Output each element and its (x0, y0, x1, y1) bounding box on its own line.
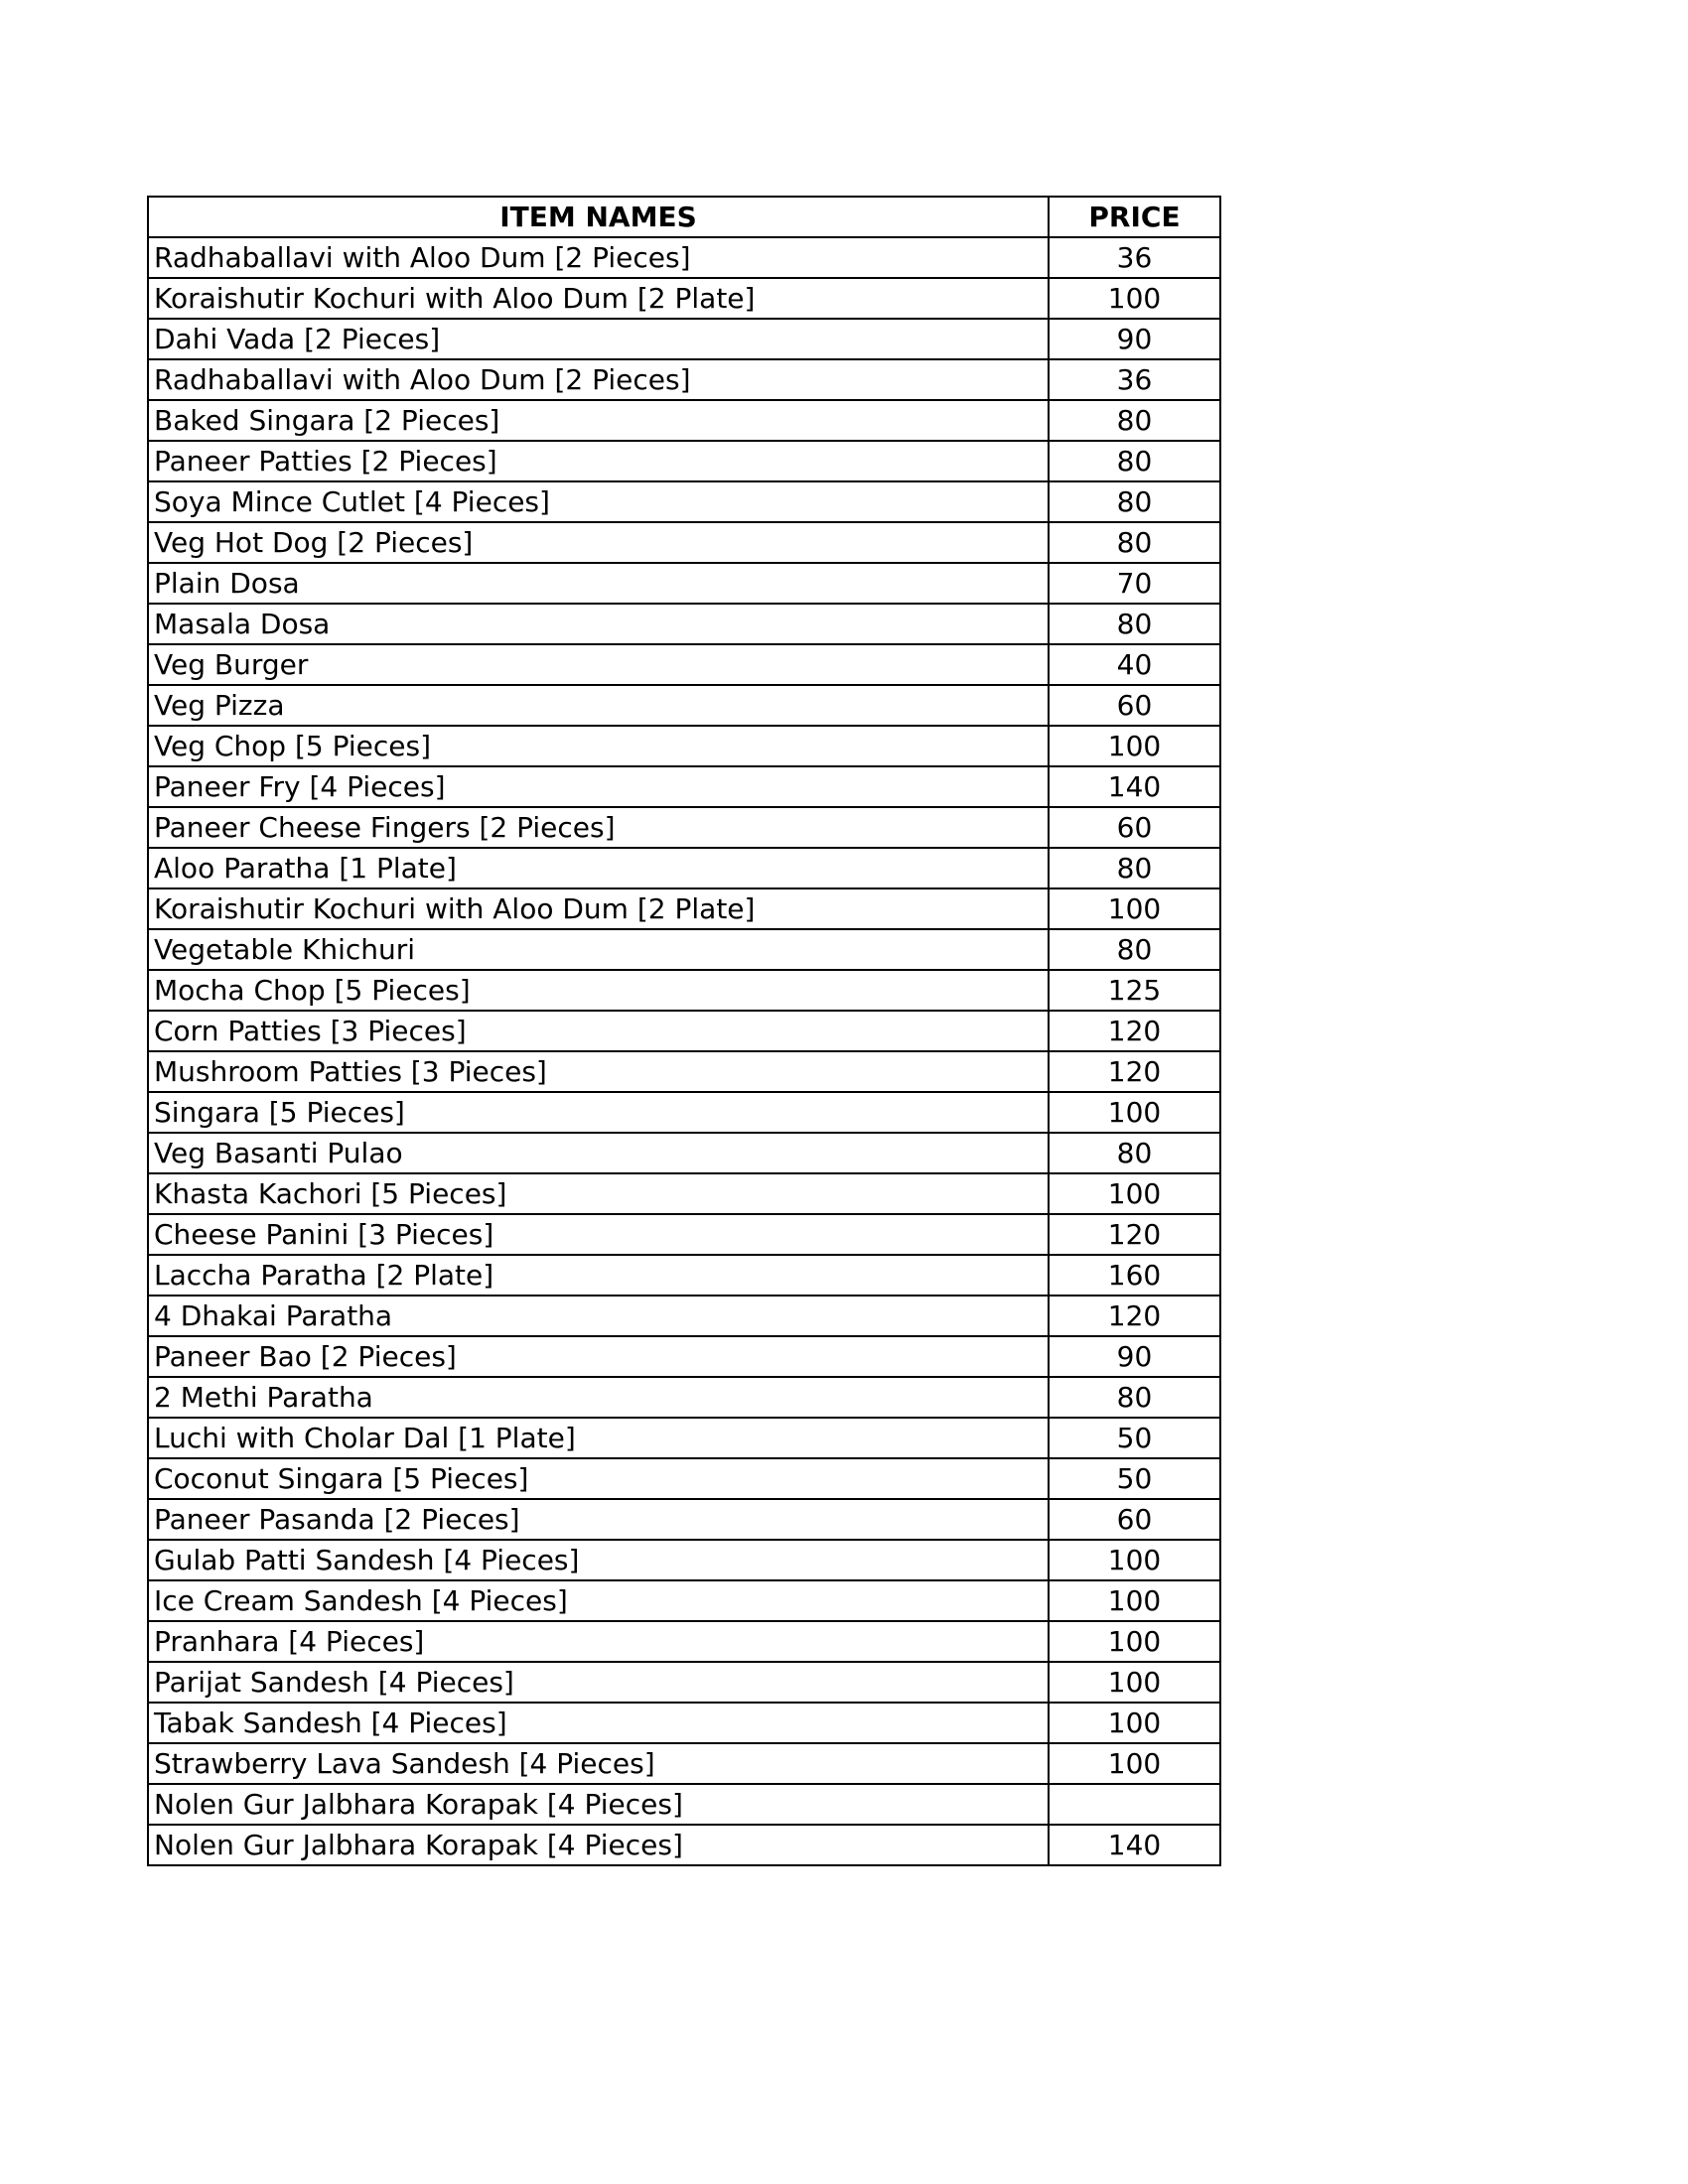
item-name-cell: Mushroom Patties [3 Pieces] (148, 1051, 1049, 1092)
item-name-cell: Soya Mince Cutlet [4 Pieces] (148, 481, 1049, 522)
item-name-cell: Veg Hot Dog [2 Pieces] (148, 522, 1049, 563)
price-cell: 80 (1049, 604, 1220, 644)
table-row (148, 563, 1220, 604)
table-row (148, 400, 1220, 441)
table-row (148, 1336, 1220, 1377)
table-row (148, 1255, 1220, 1296)
menu-table-body (148, 237, 1220, 1865)
item-name-cell: Paneer Patties [2 Pieces] (148, 441, 1049, 481)
price-cell (1049, 1784, 1220, 1825)
price-cell: 100 (1049, 1540, 1220, 1580)
item-name-cell: Veg Burger (148, 644, 1049, 685)
price-cell: 100 (1049, 1173, 1220, 1214)
table-row (148, 441, 1220, 481)
item-name-cell: Paneer Cheese Fingers [2 Pieces] (148, 807, 1049, 848)
table-row (148, 1173, 1220, 1214)
price-cell: 100 (1049, 278, 1220, 319)
table-row (148, 1296, 1220, 1336)
table-row (148, 237, 1220, 278)
table-row (148, 1703, 1220, 1743)
item-name-cell: Ice Cream Sandesh [4 Pieces] (148, 1580, 1049, 1621)
item-name-cell: Paneer Pasanda [2 Pieces] (148, 1499, 1049, 1540)
price-cell: 100 (1049, 1703, 1220, 1743)
table-row (148, 481, 1220, 522)
item-name-cell: Aloo Paratha [1 Plate] (148, 848, 1049, 888)
table-row (148, 1621, 1220, 1662)
table-row (148, 1011, 1220, 1051)
item-name-cell: Baked Singara [2 Pieces] (148, 400, 1049, 441)
price-cell: 90 (1049, 1336, 1220, 1377)
table-row (148, 766, 1220, 807)
table-row (148, 1418, 1220, 1458)
price-cell: 90 (1049, 319, 1220, 359)
price-cell: 60 (1049, 685, 1220, 726)
table-row (148, 1092, 1220, 1133)
table-row (148, 1133, 1220, 1173)
item-name-cell: Corn Patties [3 Pieces] (148, 1011, 1049, 1051)
price-cell: 80 (1049, 1133, 1220, 1173)
item-name-cell: Cheese Panini [3 Pieces] (148, 1214, 1049, 1255)
item-name-cell: Veg Basanti Pulao (148, 1133, 1049, 1173)
table-row (148, 522, 1220, 563)
table-row (148, 888, 1220, 929)
price-cell: 100 (1049, 1743, 1220, 1784)
table-row (148, 1051, 1220, 1092)
item-name-cell: Singara [5 Pieces] (148, 1092, 1049, 1133)
item-name-cell: Coconut Singara [5 Pieces] (148, 1458, 1049, 1499)
item-name-cell: Gulab Patti Sandesh [4 Pieces] (148, 1540, 1049, 1580)
price-cell: 100 (1049, 1580, 1220, 1621)
price-cell: 120 (1049, 1051, 1220, 1092)
table-row (148, 1540, 1220, 1580)
table-row (148, 1458, 1220, 1499)
menu-price-table (147, 196, 1221, 1866)
item-name-cell: Pranhara [4 Pieces] (148, 1621, 1049, 1662)
table-row (148, 1784, 1220, 1825)
item-name-cell: Nolen Gur Jalbhara Korapak [4 Pieces] (148, 1825, 1049, 1865)
price-cell: 60 (1049, 807, 1220, 848)
item-name-cell: Parijat Sandesh [4 Pieces] (148, 1662, 1049, 1703)
price-cell: 100 (1049, 726, 1220, 766)
price-cell: 80 (1049, 441, 1220, 481)
price-cell: 40 (1049, 644, 1220, 685)
item-name-cell: 2 Methi Paratha (148, 1377, 1049, 1418)
price-cell: 100 (1049, 1621, 1220, 1662)
item-name-cell: Dahi Vada [2 Pieces] (148, 319, 1049, 359)
item-name-cell: Laccha Paratha [2 Plate] (148, 1255, 1049, 1296)
table-row (148, 604, 1220, 644)
header-row (148, 197, 1220, 237)
price-cell: 140 (1049, 1825, 1220, 1865)
table-row (148, 807, 1220, 848)
table-row (148, 848, 1220, 888)
table-row (148, 359, 1220, 400)
table-row (148, 1743, 1220, 1784)
price-cell: 120 (1049, 1011, 1220, 1051)
item-name-cell: Veg Pizza (148, 685, 1049, 726)
item-name-cell: Nolen Gur Jalbhara Korapak [4 Pieces] (148, 1784, 1049, 1825)
item-name-cell: Tabak Sandesh [4 Pieces] (148, 1703, 1049, 1743)
table-row (148, 319, 1220, 359)
price-cell: 120 (1049, 1296, 1220, 1336)
table-row (148, 1377, 1220, 1418)
price-cell: 80 (1049, 481, 1220, 522)
item-name-cell: Luchi with Cholar Dal [1 Plate] (148, 1418, 1049, 1458)
price-cell: 100 (1049, 1662, 1220, 1703)
item-name-cell: Vegetable Khichuri (148, 929, 1049, 970)
item-name-cell: Radhaballavi with Aloo Dum [2 Pieces] (148, 359, 1049, 400)
price-cell: 50 (1049, 1418, 1220, 1458)
price-cell: 36 (1049, 237, 1220, 278)
table-row (148, 1214, 1220, 1255)
table-row (148, 644, 1220, 685)
price-cell: 100 (1049, 888, 1220, 929)
item-names-header: ITEM NAMES (148, 197, 1049, 237)
table-row (148, 1580, 1220, 1621)
price-cell: 50 (1049, 1458, 1220, 1499)
table-row (148, 1499, 1220, 1540)
price-header: PRICE (1049, 197, 1220, 237)
price-cell: 80 (1049, 1377, 1220, 1418)
price-cell: 80 (1049, 522, 1220, 563)
price-cell: 125 (1049, 970, 1220, 1011)
table-row (148, 970, 1220, 1011)
price-cell: 160 (1049, 1255, 1220, 1296)
price-cell: 36 (1049, 359, 1220, 400)
item-name-cell: Veg Chop [5 Pieces] (148, 726, 1049, 766)
price-cell: 70 (1049, 563, 1220, 604)
price-cell: 60 (1049, 1499, 1220, 1540)
price-cell: 80 (1049, 929, 1220, 970)
item-name-cell: Koraishutir Kochuri with Aloo Dum [2 Plate] (148, 278, 1049, 319)
item-name-cell: Plain Dosa (148, 563, 1049, 604)
item-name-cell: 4 Dhakai Paratha (148, 1296, 1049, 1336)
price-cell: 100 (1049, 1092, 1220, 1133)
table-row (148, 929, 1220, 970)
table-row (148, 1825, 1220, 1865)
item-name-cell: Paneer Fry [4 Pieces] (148, 766, 1049, 807)
item-name-cell: Mocha Chop [5 Pieces] (148, 970, 1049, 1011)
item-name-cell: Radhaballavi with Aloo Dum [2 Pieces] (148, 237, 1049, 278)
price-cell: 120 (1049, 1214, 1220, 1255)
price-cell: 140 (1049, 766, 1220, 807)
table-row (148, 278, 1220, 319)
item-name-cell: Khasta Kachori [5 Pieces] (148, 1173, 1049, 1214)
item-name-cell: Masala Dosa (148, 604, 1049, 644)
price-cell: 80 (1049, 400, 1220, 441)
item-name-cell: Koraishutir Kochuri with Aloo Dum [2 Plate] (148, 888, 1049, 929)
table-row (148, 726, 1220, 766)
table-row (148, 1662, 1220, 1703)
item-name-cell: Strawberry Lava Sandesh [4 Pieces] (148, 1743, 1049, 1784)
price-cell: 80 (1049, 848, 1220, 888)
table-row (148, 685, 1220, 726)
item-name-cell: Paneer Bao [2 Pieces] (148, 1336, 1049, 1377)
